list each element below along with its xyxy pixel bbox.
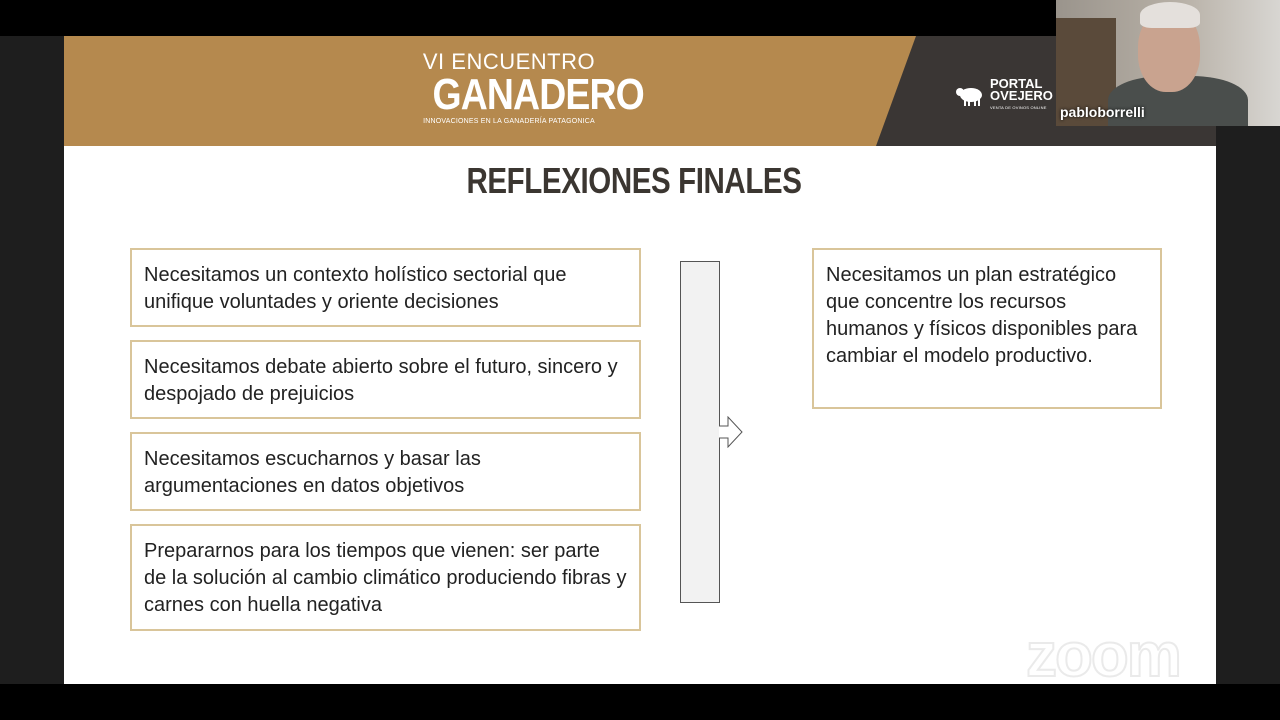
left-box-3: Necesitamos escucharnos y basar las argumentaciones en datos objetivos — [130, 432, 641, 511]
slide-title: REFLEXIONES FINALES — [466, 160, 802, 201]
event-logo — [419, 49, 644, 125]
sponsor-logo — [956, 78, 1053, 114]
participant-hair — [1140, 2, 1200, 28]
sponsor-tagline: VENTA DE OVINOS ONLINE — [990, 105, 1047, 110]
left-box-4: Prepararnos para los tiempos que vienen: ser parte de la solución al cambio climático produciendo fibras y carnes con huella negativa — [130, 524, 641, 631]
left-box-1: Necesitamos un contexto holístico sectorial que unifique voluntades y oriente decisiones — [130, 248, 641, 327]
event-logo-line2: GANADERO — [432, 70, 644, 119]
participant-video[interactable] — [1056, 0, 1280, 126]
shared-slide — [64, 36, 1216, 684]
bracket-shape — [680, 261, 720, 603]
arrow-right-icon — [718, 416, 744, 448]
zoom-watermark: zoom — [1026, 621, 1180, 690]
participant-name: pabloborrelli — [1060, 104, 1145, 120]
event-logo-line1: VI ENCUENTRO — [422, 49, 596, 74]
sponsor-name-line2: OVEJERO — [990, 88, 1053, 103]
right-box: Necesitamos un plan estratégico que concentre los recursos humanos y físicos disponibles para cambiar el modelo productivo. — [812, 248, 1162, 409]
left-box-2: Necesitamos debate abierto sobre el futuro, sincero y despojado de prejuicios — [130, 340, 641, 419]
sponsor-name-line1: PORTAL — [990, 76, 1043, 91]
sheep-icon — [956, 84, 986, 108]
event-logo-tagline: INNOVACIONES EN LA GANADERÍA PATAGONICA — [423, 118, 595, 125]
